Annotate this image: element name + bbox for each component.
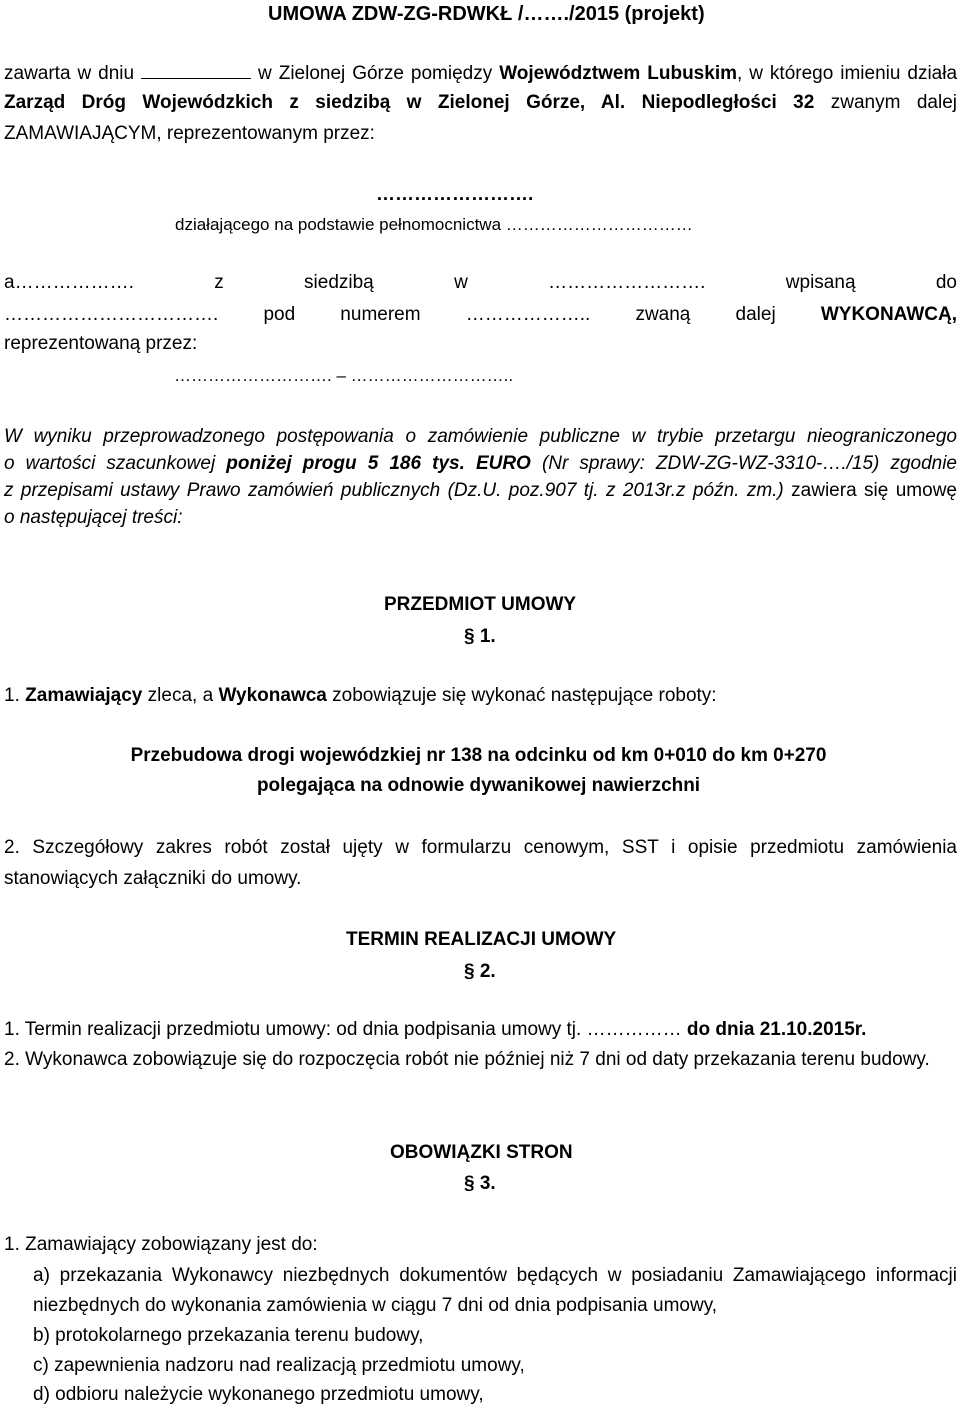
section-3-item-b: b) protokolarnego przekazania terenu budowy, [33,1325,424,1346]
section-1-point-2-line-1: 2. Szczegółowy zakres robót został ujęty w formularzu cenowym, SST i opisie przedmiotu zamówienia [4,837,957,858]
contract-title: UMOWA ZDW-ZG-RDWKŁ /……./2015 (projekt) [268,3,705,25]
intro-line-1: zawarta w dniu w Zielonej Górze pomiędzy Województwem Lubuskim, w którego imieniu działa [4,60,957,86]
section-1-heading: PRZEDMIOT UMOWY [384,594,577,615]
tender-line-3: z przepisami ustawy Prawo zamówień publicznych (Dz.U. poz.907 tj. z 2013r.z późn. zm.) zawiera się umowę [4,480,957,501]
tender-line-4: o następującej treści: [4,507,183,528]
section-3-point-1: 1. Zamawiający zobowiązany jest do: [4,1234,318,1255]
date-blank [141,60,251,79]
section-1-point-2-line-2: stanowiących załączniki do umowy. [4,868,302,889]
section-2-number: § 2. [464,961,496,982]
section-2-point-1: 1. Termin realizacji przedmiotu umowy: od dnia podpisania umowy tj. …………… do dnia 21.10.2015r. [4,1019,867,1040]
section-2-heading: TERMIN REALIZACJI UMOWY [346,929,617,950]
proxy-line: działającego na podstawie pełnomocnictwa …………………………… [175,215,693,234]
section-2-point-2: 2. Wykonawca zobowiązuje się do rozpoczęcia robót nie później niż 7 dni od daty przekazania terenu budowy. [4,1049,930,1070]
section-3-item-a-line-2: niezbędnych do wykonania zamówienia w ciągu 7 dni od dnia podpisania umowy, [33,1295,718,1316]
section-3-item-c: c) zapewnienia nadzoru nad realizacją przedmiotu umowy, [33,1355,525,1376]
contractor-representative-dots: ………………………. – ……………………….. [174,366,514,385]
tender-line-2: o wartości szacunkowej poniżej progu 5 186 tys. EURO (Nr sprawy: ZDW-ZG-WZ-3310-…./15) zgodnie [4,453,958,474]
section-3-item-a-line-1: a) przekazania Wykonawcy niezbędnych dokumentów będących w posiadaniu Zamawiającego informacji [33,1265,957,1286]
intro-line-2: Zarząd Dróg Wojewódzkich z siedzibą w Zielonej Górze, Al. Niepodległości 32 zwanym dalej [4,92,957,113]
section-1-number: § 1. [464,626,496,647]
section-3-heading: OBOWIĄZKI STRON [390,1142,573,1163]
representative-dots: ……………………. [376,184,534,205]
section-3-item-d: d) odbioru należycie wykonanego przedmiotu umowy, [33,1384,484,1405]
tender-line-1: W wyniku przeprowadzonego postępowania o zamówienie publiczne w trybie przetargu nieograniczonego [4,426,957,447]
contractor-line-1: a………………. z siedzibą w ……………………. wpisaną do [4,272,957,293]
contractor-line-2: ……………………………. pod numerem ……………….. zwaną dalej WYKONAWCĄ, [4,304,958,325]
work-title-line-2: polegająca na odnowie dywanikowej nawierzchni [256,775,701,796]
work-title-line-1: Przebudowa drogi wojewódzkiej nr 138 na odcinku od km 0+010 do km 0+270 [130,745,827,766]
section-1-point-1: 1. Zamawiający zleca, a Wykonawca zobowiązuje się wykonać następujące roboty: [4,685,717,706]
contractor-line-3: reprezentowaną przez: [4,333,198,354]
intro-line-3: ZAMAWIAJĄCYM, reprezentowanym przez: [4,123,375,144]
section-3-number: § 3. [464,1173,496,1194]
